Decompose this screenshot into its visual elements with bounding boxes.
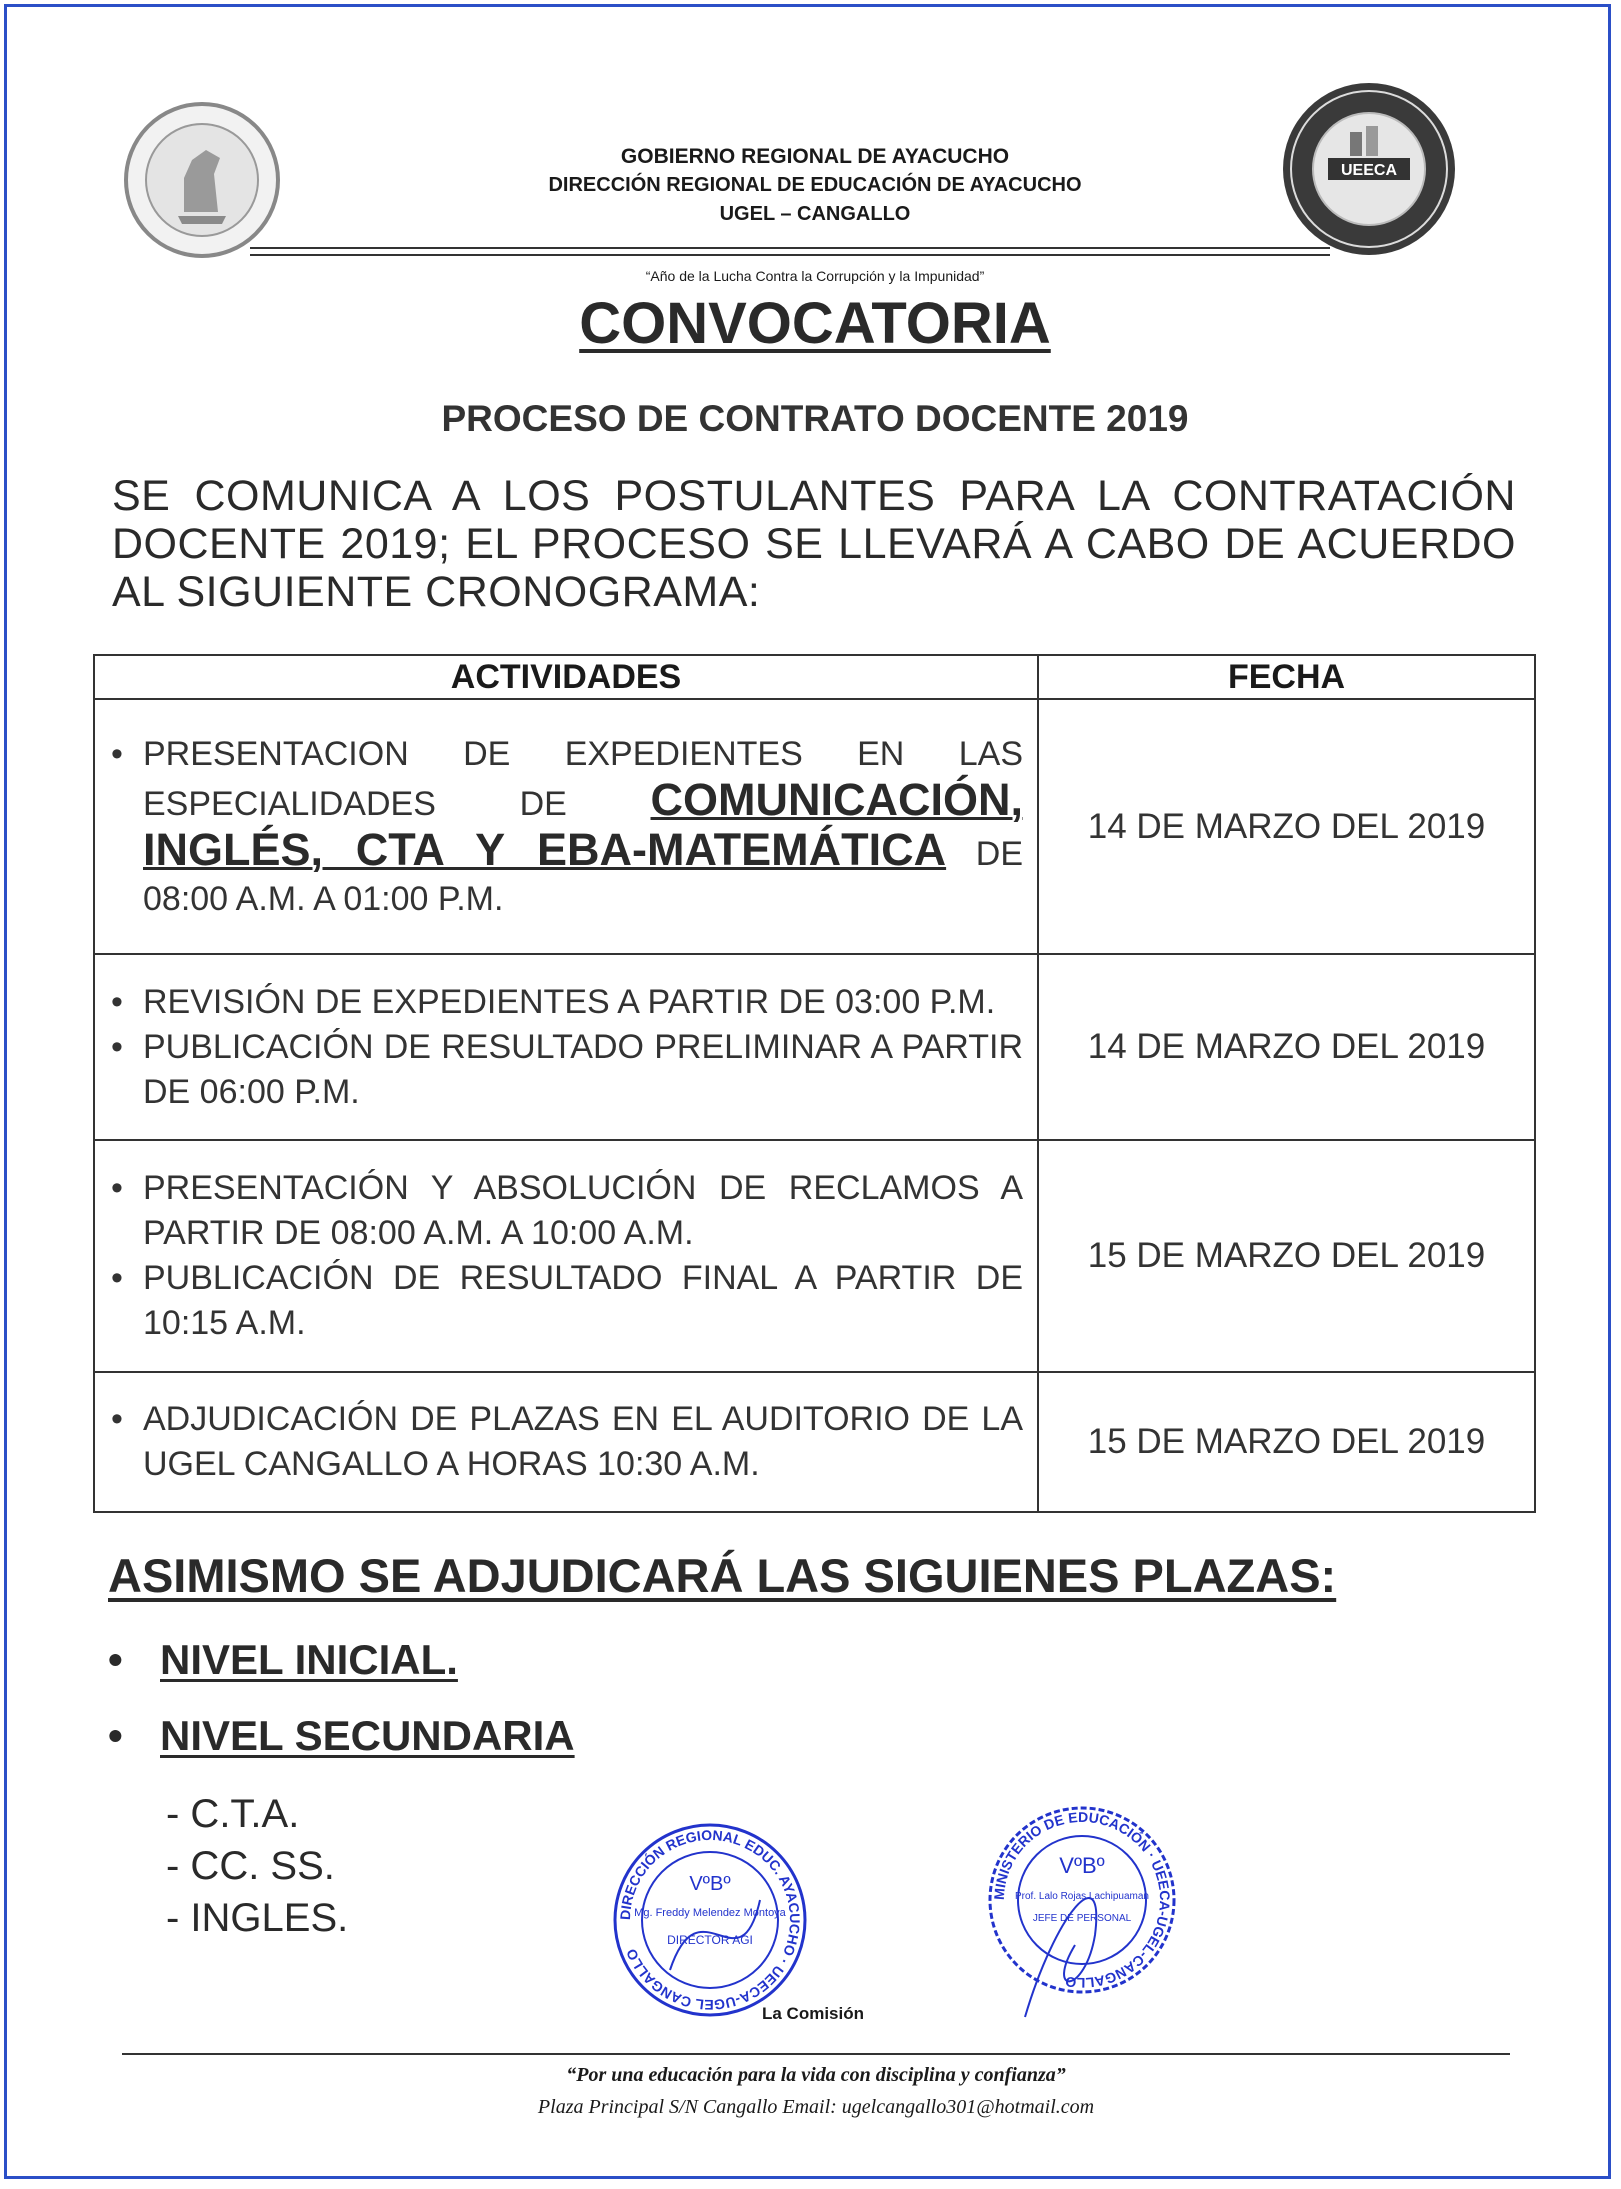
level-secondary xyxy=(108,1712,575,1760)
bullet-icon: • xyxy=(108,1636,123,1683)
footer-motto: “Por una educación para la vida con disciplina y confianza” xyxy=(566,2064,1066,2086)
activity-cell xyxy=(94,699,1038,954)
date-cell: 14 DE MARZO DEL 2019 xyxy=(1038,699,1535,954)
ugel-executing-unit-seal xyxy=(1280,80,1458,258)
stamp2-role: JEFE DE PERSONAL xyxy=(1032,1913,1132,1924)
activity-item: • PRESENTACIÓN Y ABSOLUCIÓN DE RECLAMOS A PARTIR DE 08:00 A.M. A 10:00 A.M. xyxy=(107,1166,1023,1256)
level-initial-label: NIVEL INICIAL. xyxy=(160,1636,458,1683)
year-motto: “Año de la Lucha Contra la Corrupción y la Impunidad” xyxy=(645,268,985,284)
specialties-emphasis: COMUNICACIÓN, INGLÉS, CTA Y EBA-MATEMÁTICA xyxy=(143,773,1023,875)
footer-divider xyxy=(122,2053,1510,2055)
activity-cell xyxy=(94,1372,1038,1512)
header-line-3: UGEL – CANGALLO xyxy=(719,203,911,225)
svg-text:UEECA: UEECA xyxy=(1340,162,1398,179)
schedule-row xyxy=(94,699,1535,954)
col-activities-header: ACTIVIDADES xyxy=(94,655,1038,699)
date-cell: 15 DE MARZO DEL 2019 xyxy=(1038,1140,1535,1372)
activity-text-post: DE 08:00 A.M. A 01:00 P.M. xyxy=(143,834,1023,918)
stamp1-name: Mg. Freddy Melendez Montoya xyxy=(634,1907,786,1919)
activity-list xyxy=(107,732,1023,922)
col-date-header: FECHA xyxy=(1038,655,1535,699)
activity-item: • ADJUDICACIÓN DE PLAZAS EN EL AUDITORIO DE LA UGEL CANGALLO A HORAS 10:30 A.M. xyxy=(107,1397,1023,1487)
header-divider-top xyxy=(250,247,1330,249)
activity-item: • PUBLICACIÓN DE RESULTADO PRELIMINAR A PARTIR DE 06:00 P.M. xyxy=(107,1025,1023,1115)
level-secondary-label: NIVEL SECUNDARIA xyxy=(160,1712,575,1759)
activity-item: • PUBLICACIÓN DE RESULTADO FINAL A PARTIR DE 10:15 A.M. xyxy=(107,1256,1023,1346)
stamp1-role: DIRECTOR AGI xyxy=(667,1933,753,1947)
subject-item: - C.T.A. xyxy=(166,1792,300,1836)
activity-text-pre: PRESENTACION DE EXPEDIENTES EN LAS ESPECIALIDADES DE xyxy=(143,734,1023,823)
svg-text:DIRECCIÓN REGIONAL EDUC. AYACU xyxy=(617,1827,803,2013)
activity-list xyxy=(107,1397,1023,1487)
schedule-header-row xyxy=(94,655,1535,699)
intro-paragraph: SE COMUNICA A LOS POSTULANTES PARA LA CONTRATACIÓN DOCENTE 2019; EL PROCESO SE LLEVARÁ A CABO DE ACUERDO AL SIGUIENTE CRONOGRAMA: xyxy=(112,472,1516,616)
plazas-heading: ASIMISMO SE ADJUDICARÁ LAS SIGUIENES PLAZAS: xyxy=(108,1549,1337,1602)
subject-item: - INGLES. xyxy=(166,1896,349,1940)
page-title xyxy=(300,290,1330,357)
personnel-stamp xyxy=(985,1795,1180,2025)
institution-header xyxy=(400,142,1230,229)
schedule-row xyxy=(94,954,1535,1140)
regional-government-seal xyxy=(122,100,282,260)
director-stamp xyxy=(610,1820,810,2020)
activity-cell xyxy=(94,1140,1038,1372)
activity-item xyxy=(107,732,1023,922)
stamp2-approval: VºBº xyxy=(1059,1853,1105,1878)
schedule-row xyxy=(94,1372,1535,1512)
page-title-text: CONVOCATORIA xyxy=(579,291,1051,356)
subject-item: - CC. SS. xyxy=(166,1844,335,1888)
date-cell: 15 DE MARZO DEL 2019 xyxy=(1038,1372,1535,1512)
level-initial xyxy=(108,1636,458,1684)
commission-signature-label: La Comisión xyxy=(762,2004,865,2023)
activity-list xyxy=(107,980,1023,1115)
footer-address: Plaza Principal S/N Cangallo Email: ugelcangallo301@hotmail.com xyxy=(537,2096,1095,2118)
schedule-row xyxy=(94,1140,1535,1372)
header-divider-bottom xyxy=(250,254,1330,256)
activity-item: • REVISIÓN DE EXPEDIENTES A PARTIR DE 03:00 P.M. xyxy=(107,980,1023,1025)
stamp2-ring-text: MINISTERIO DE EDUCACIÓN · UEECA-UGEL-CANGALLO xyxy=(990,1808,1174,1992)
stamp2-name: Prof. Lalo Rojas Lachipuaman xyxy=(1015,1891,1149,1902)
header-line-2: DIRECCIÓN REGIONAL DE EDUCACIÓN DE AYACUCHO xyxy=(548,174,1082,196)
activity-cell xyxy=(94,954,1038,1140)
activity-list xyxy=(107,1166,1023,1346)
stamp1-ring-text: DIRECCIÓN REGIONAL EDUC. AYACUCHO · UEECA-UGEL CANGALLO xyxy=(616,1826,804,2014)
page-subtitle: PROCESO DE CONTRATO DOCENTE 2019 xyxy=(441,398,1189,439)
bullet-icon: • xyxy=(108,1712,123,1759)
stamp1-approval: VºBº xyxy=(689,1873,731,1895)
date-cell: 14 DE MARZO DEL 2019 xyxy=(1038,954,1535,1140)
schedule-table xyxy=(93,654,1536,1513)
header-line-1: GOBIERNO REGIONAL DE AYACUCHO xyxy=(620,145,1010,168)
